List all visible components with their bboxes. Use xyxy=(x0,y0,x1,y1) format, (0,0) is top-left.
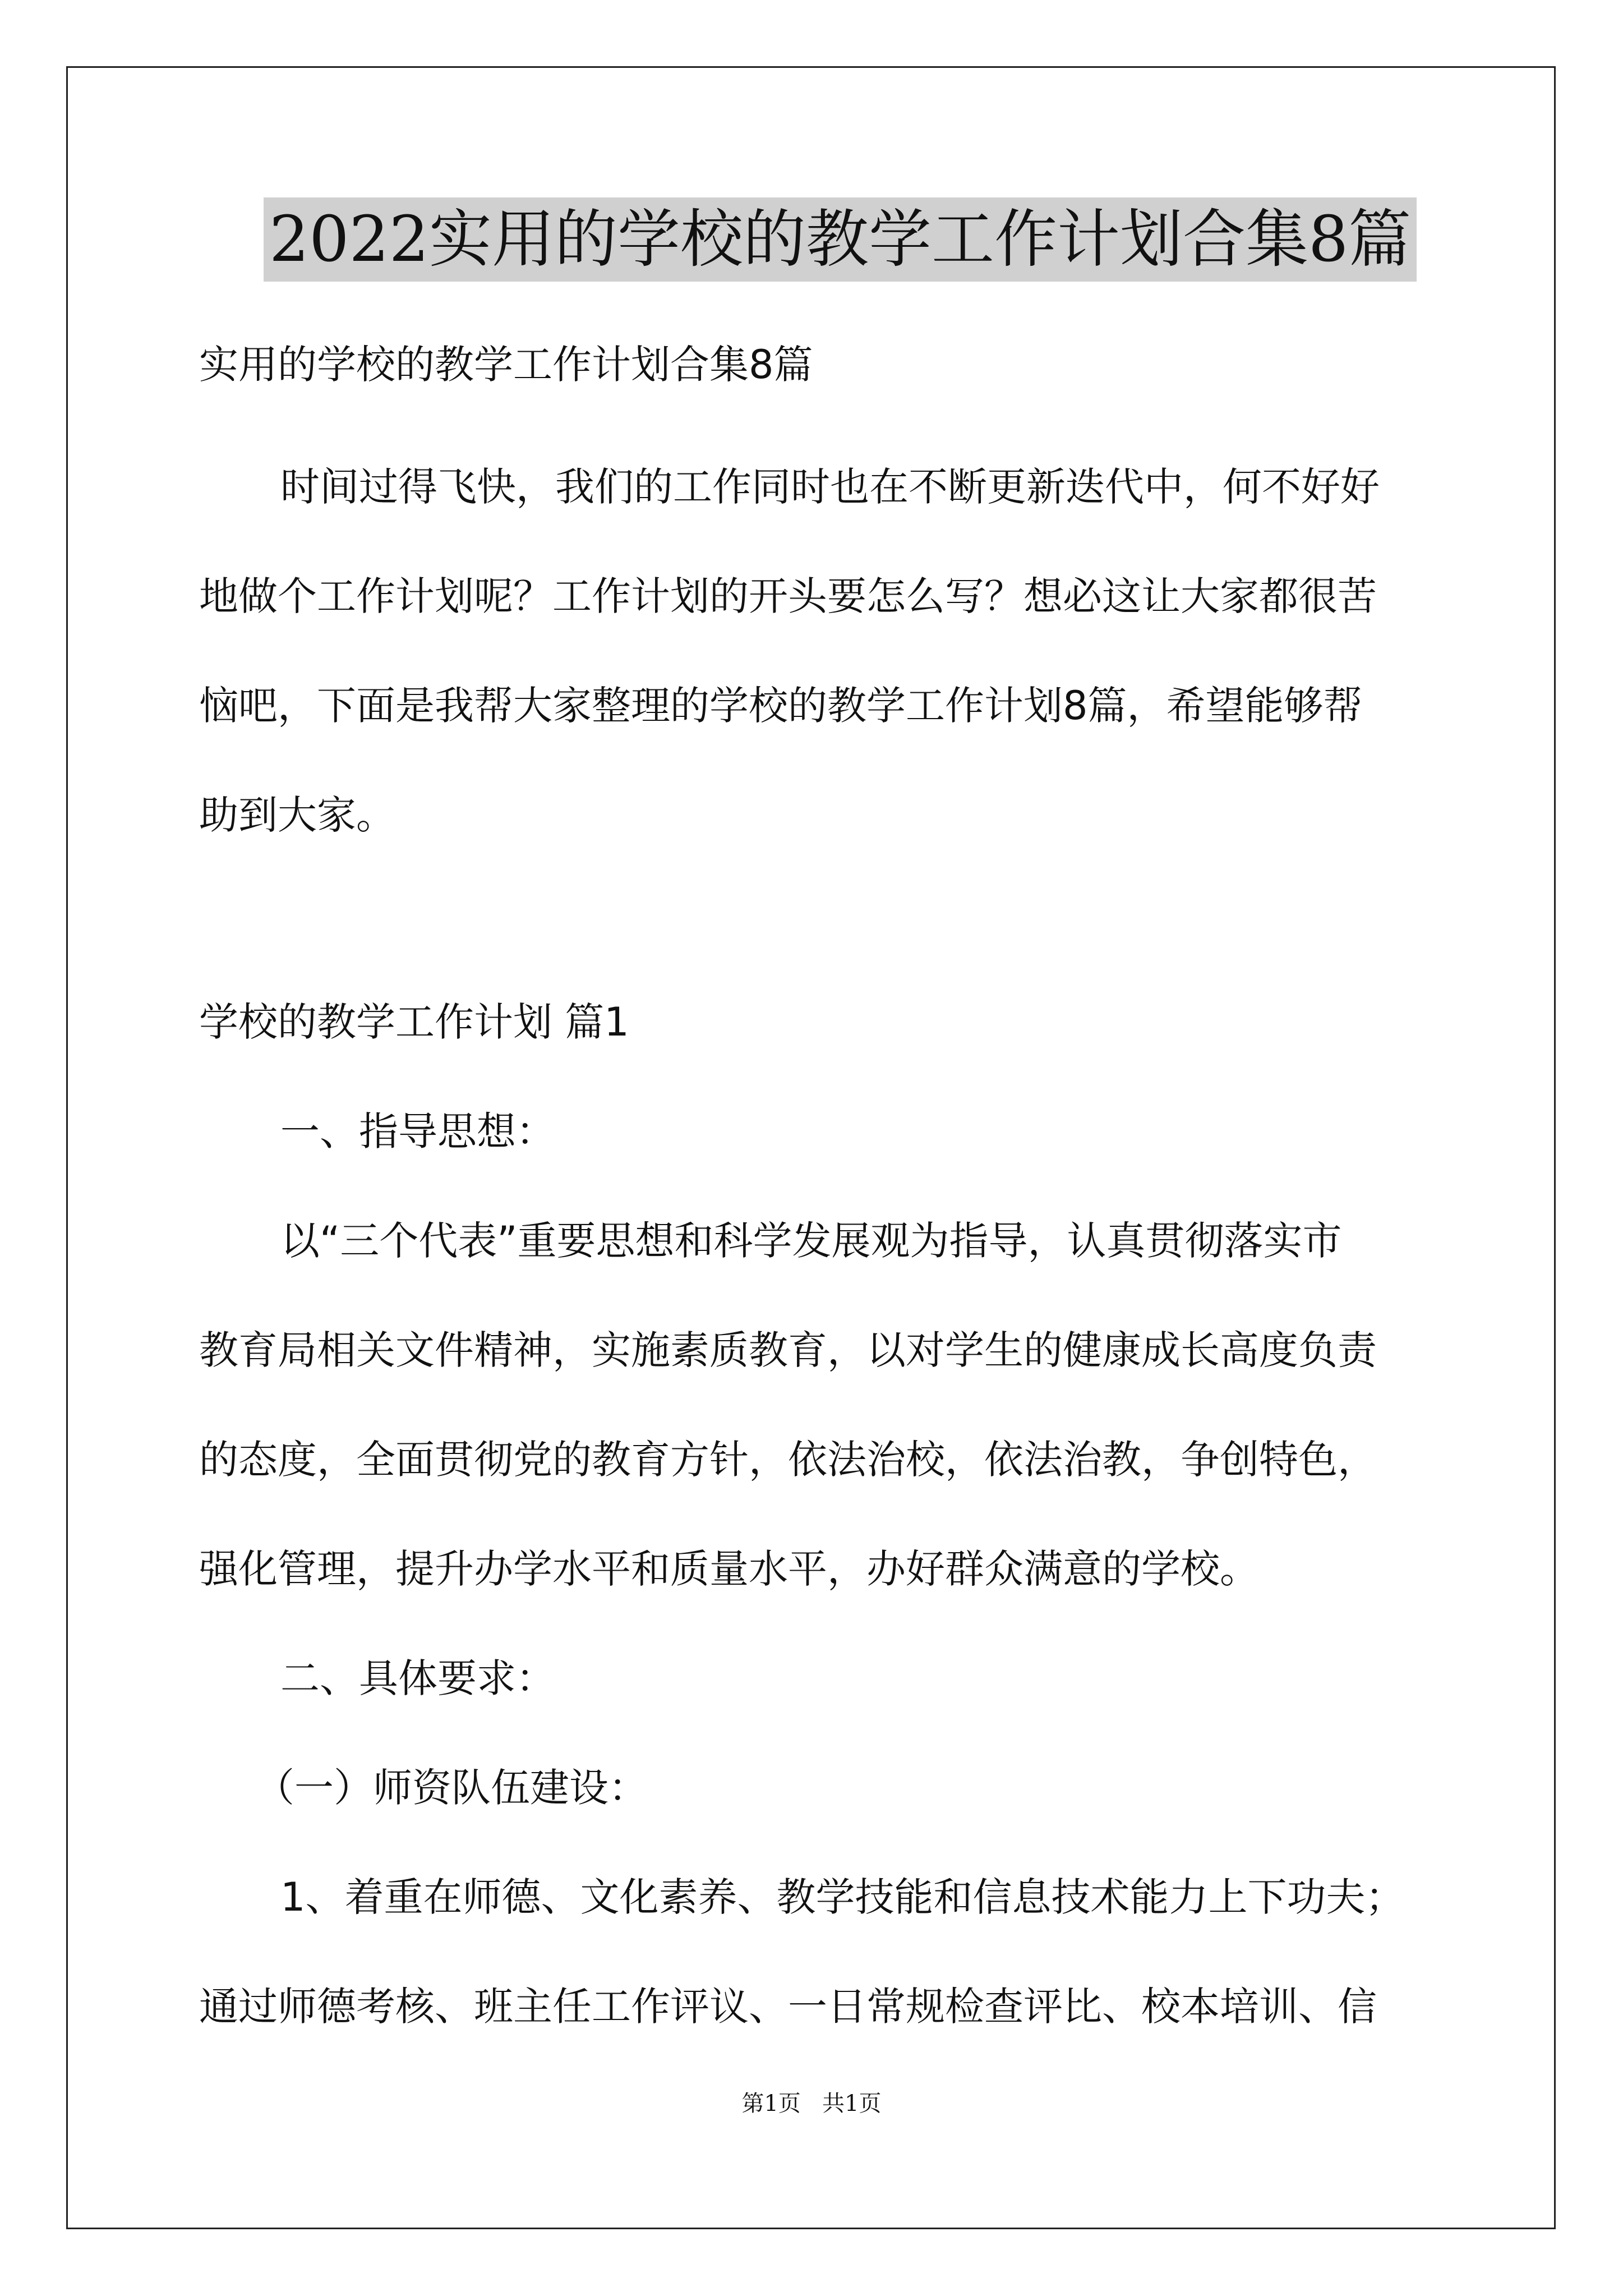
page-footer: 第1页 共1页 xyxy=(741,2091,882,2116)
document-title: 2022实用的学校的教学工作计划合集8篇 xyxy=(264,197,1417,282)
section-heading: 学校的教学工作计划 篇1 xyxy=(199,999,629,1045)
sub1-heading: （一）师资队伍建设： xyxy=(255,1765,648,1811)
intro-line-3: 恼吧，下面是我帮大家整理的学校的教学工作计划8篇，希望能够帮 xyxy=(199,683,1363,729)
document-subtitle: 实用的学校的教学工作计划合集8篇 xyxy=(199,342,813,388)
part1-line-1: 以“三个代表”重要思想和科学发展观为指导，认真贯彻落实市 xyxy=(280,1218,1342,1264)
part1-line-4: 强化管理，提升办学水平和质量水平，办好群众满意的学校。 xyxy=(199,1546,1259,1592)
intro-line-2: 地做个工作计划呢？工作计划的开头要怎么写？想必这让大家都很苦 xyxy=(199,573,1377,619)
part1-line-3: 的态度，全面贯彻党的教育方针，依法治校，依法治教，争创特色， xyxy=(199,1437,1377,1483)
intro-line-1: 时间过得飞快，我们的工作同时也在不断更新迭代中，何不好好 xyxy=(280,464,1380,510)
item1-line-1: 1、着重在师德、文化素养、教学技能和信息技术能力上下功夫； xyxy=(280,1874,1405,1920)
item1-line-2: 通过师德考核、班主任工作评议、一日常规检查评比、校本培训、信 xyxy=(199,1984,1377,2030)
intro-line-4: 助到大家。 xyxy=(199,792,395,838)
part1-heading: 一、指导思想： xyxy=(280,1108,555,1154)
part1-line-2: 教育局相关文件精神，实施素质教育，以对学生的健康成长高度负责 xyxy=(199,1327,1377,1373)
part2-heading: 二、具体要求： xyxy=(280,1655,555,1701)
